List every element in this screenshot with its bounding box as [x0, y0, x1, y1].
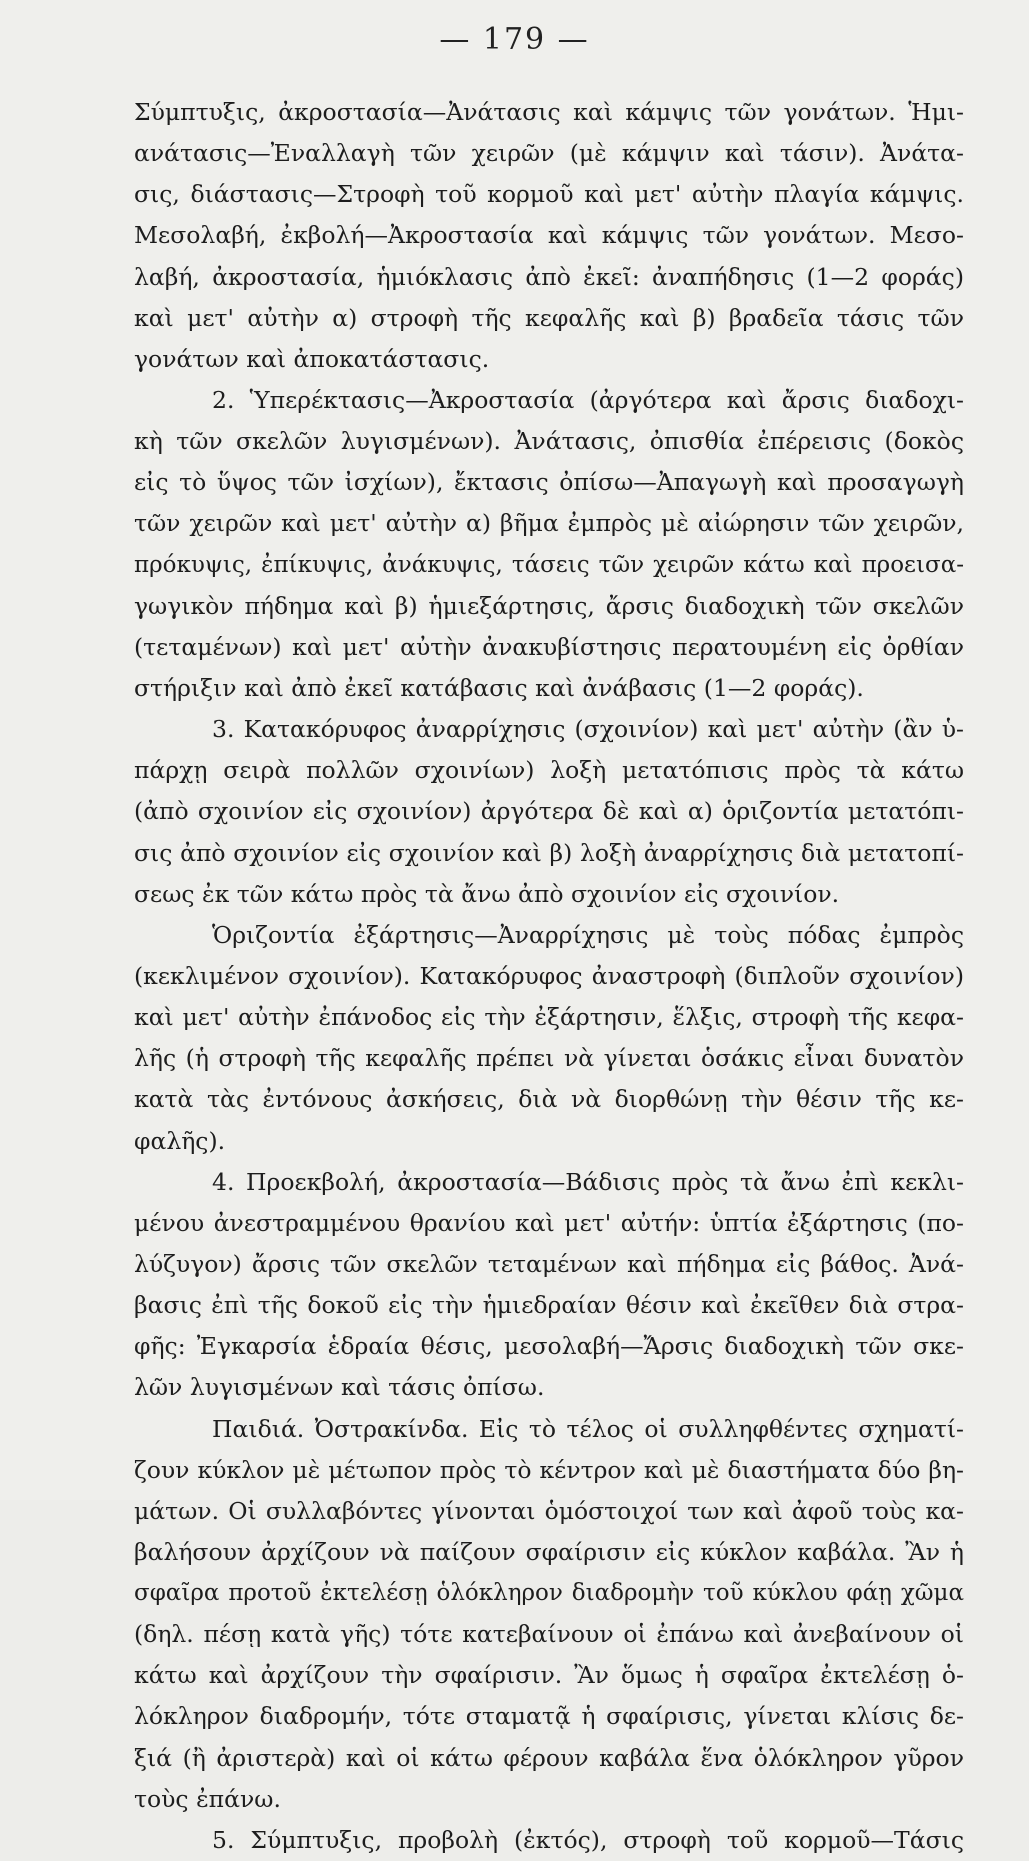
- text-line: κὴ τῶν σκελῶν λυγισμένων). Ἀνάτασις, ὀπισθία ἐπέρεισις (δοκὸς: [134, 427, 964, 456]
- text-line: (τεταμένων) καὶ μετ' αὐτὴν ἀνακυβίστησις περατουμένη εἰς ὀρθίαν: [134, 632, 964, 661]
- text-line: λῶν λυγισμένων καὶ τάσις ὀπίσω.: [134, 1373, 545, 1402]
- text-line: λόκληρον διαδρομήν, τότε σταματᾷ ἡ σφαίρισις, γίνεται κλίσις δε-: [134, 1702, 964, 1731]
- text-line: Παιδιά. Ὀστρακίνδα. Εἰς τὸ τέλος οἱ συλληφθέντες σχηματί-: [212, 1414, 964, 1443]
- text-line: μένου ἀνεστραμμένου θρανίου καὶ μετ' αὐτήν: ὑπτία ἐξάρτησις (πο-: [134, 1208, 964, 1237]
- text-line: Σύμπτυξις, ἀκροστασία—Ἀνάτασις καὶ κάμψις τῶν γονάτων. Ἡμι-: [134, 98, 964, 126]
- text-line: λαβή, ἀκροστασία, ἡμιόκλασις ἀπὸ ἐκεῖ: ἀναπήδησις (1—2 φοράς): [134, 262, 964, 291]
- text-line: Μεσολαβή, ἐκβολή—Ἀκροστασία καὶ κάμψις τῶν γονάτων. Μεσο-: [134, 221, 964, 250]
- text-line: 2. Ὑπερέκτασις—Ἀκροστασία (ἀργότερα καὶ ἄρσις διαδοχι-: [212, 385, 964, 414]
- text-line: σφαῖρα προτοῦ ἐκτελέσῃ ὁλόκληρον διαδρομὴν τοῦ κύκλου φάῃ χῶμα: [134, 1580, 964, 1607]
- text-line: καὶ μετ' αὐτὴν α) στροφὴ τῆς κεφαλῆς καὶ β) βραδεῖα τάσις τῶν: [134, 303, 964, 332]
- text-line: ξιά (ἢ ἀριστερὰ) καὶ οἱ κάτω φέρουν καβάλα ἕνα ὁλόκληρον γῦρον: [134, 1743, 964, 1772]
- text-line: (δηλ. πέσῃ κατὰ γῆς) τότε κατεβαίνουν οἱ ἐπάνω καὶ ἀνεβαίνουν οἱ: [134, 1620, 964, 1649]
- text-line: φαλῆς).: [134, 1126, 226, 1155]
- text-line: 3. Κατακόρυφος ἀναρρίχησις (σχοινίον) καὶ μετ' αὐτὴν (ἂν ὑ-: [212, 715, 964, 744]
- text-line: μάτων. Οἱ συλλαβόντες γίνονται ὁμόστοιχοί των καὶ ἀφοῦ τοὺς κα-: [134, 1496, 964, 1525]
- page-text: [134, 92, 964, 1861]
- text-line: γονάτων καὶ ἀποκατάστασις.: [134, 344, 490, 373]
- text-line: κατὰ τὰς ἐντόνους ἀσκήσεις, διὰ νὰ διορθώνῃ τὴν θέσιν τῆς κε-: [134, 1085, 964, 1114]
- text-line: 4. Προεκβολή, ἀκροστασία—Βάδισις πρὸς τὰ ἄνω ἐπὶ κεκλι-: [212, 1167, 964, 1196]
- text-line: καὶ μετ' αὐτὴν ἐπάνοδος εἰς τὴν ἐξάρτησιν, ἕλξις, στροφὴ τῆς κεφα-: [134, 1003, 964, 1032]
- text-line: πρόκυψις, ἐπίκυψις, ἀνάκυψις, τάσεις τῶν χειρῶν κάτω καὶ προεισα-: [134, 551, 964, 578]
- text-line: 5. Σύμπτυξις, προβολὴ (ἐκτός), στροφὴ τοῦ κορμοῦ—Τάσις: [212, 1825, 964, 1854]
- text-line: κάτω καὶ ἀρχίζουν τὴν σφαίρισιν. Ἂν ὅμως ἡ σφαῖρα ἐκτελέσῃ ὁ-: [134, 1661, 964, 1690]
- text-line: στήριξιν καὶ ἀπὸ ἐκεῖ κατάβασις καὶ ἀνάβασις (1—2 φοράς).: [134, 673, 864, 702]
- text-line: σις ἀπὸ σχοινίον εἰς σχοινίον καὶ β) λοξὴ ἀναρρίχησις διὰ μετατοπί-: [134, 838, 964, 867]
- text-line: σεως ἐκ τῶν κάτω πρὸς τὰ ἄνω ἀπὸ σχοινίον εἰς σχοινίον.: [134, 879, 840, 908]
- text-line: (κεκλιμένον σχοινίον). Κατακόρυφος ἀναστροφὴ (διπλοῦν σχοινίον): [134, 961, 964, 990]
- text-line: λῆς (ἡ στροφὴ τῆς κεφαλῆς πρέπει νὰ γίνεται ὁσάκις εἶναι δυνατὸν: [134, 1044, 964, 1073]
- text-line: ανάτασις—Ἐναλλαγὴ τῶν χειρῶν (μὲ κάμψιν καὶ τάσιν). Ἀνάτα-: [134, 139, 964, 168]
- text-line: πάρχῃ σειρὰ πολλῶν σχοινίων) λοξὴ μετατόπισις πρὸς τὰ κάτω: [134, 756, 964, 785]
- text-line: ζουν κύκλον μὲ μέτωπον πρὸς τὸ κέντρον καὶ μὲ διαστήματα δύο βη-: [134, 1455, 964, 1484]
- text-line: εἰς τὸ ὕψος τῶν ἰσχίων), ἔκτασις ὀπίσω—Ἀπαγωγὴ καὶ προσαγωγὴ: [134, 468, 964, 497]
- text-line: (ἀπὸ σχοινίον εἰς σχοινίον) ἀργότερα δὲ καὶ α) ὁριζοντία μετατόπι-: [134, 797, 964, 826]
- text-line: βαλήσουν ἀρχίζουν νὰ παίζουν σφαίρισιν εἰς κύκλον καβάλα. Ἂν ἡ: [134, 1537, 964, 1566]
- text-line: τῶν χειρῶν καὶ μετ' αὐτὴν α) βῆμα ἐμπρὸς μὲ αἰώρησιν τῶν χειρῶν,: [134, 509, 964, 538]
- text-line: σις, διάστασις—Στροφὴ τοῦ κορμοῦ καὶ μετ' αὐτὴν πλαγία κάμψις.: [134, 180, 964, 209]
- text-line: Ὁριζοντία ἐξάρτησις—Ἀναρρίχησις μὲ τοὺς πόδας ἐμπρὸς: [212, 920, 964, 949]
- text-line: βασις ἐπὶ τῆς δοκοῦ εἰς τὴν ἡμιεδραίαν θέσιν καὶ ἐκεῖθεν διὰ στρα-: [134, 1291, 964, 1320]
- text-line: γωγικὸν πήδημα καὶ β) ἡμιεξάρτησις, ἄρσις διαδοχικὴ τῶν σκελῶν: [134, 591, 964, 620]
- text-line: τοὺς ἐπάνω.: [134, 1784, 281, 1813]
- page-number: — 179 —: [439, 22, 590, 57]
- text-line: λύζυγον) ἄρσις τῶν σκελῶν τεταμένων καὶ πήδημα εἰς βάθος. Ἀνά-: [134, 1249, 964, 1278]
- text-line: φῆς: Ἐγκαρσία ἑδραία θέσις, μεσολαβή—Ἄρσις διαδοχικὴ τῶν σκε-: [134, 1332, 964, 1361]
